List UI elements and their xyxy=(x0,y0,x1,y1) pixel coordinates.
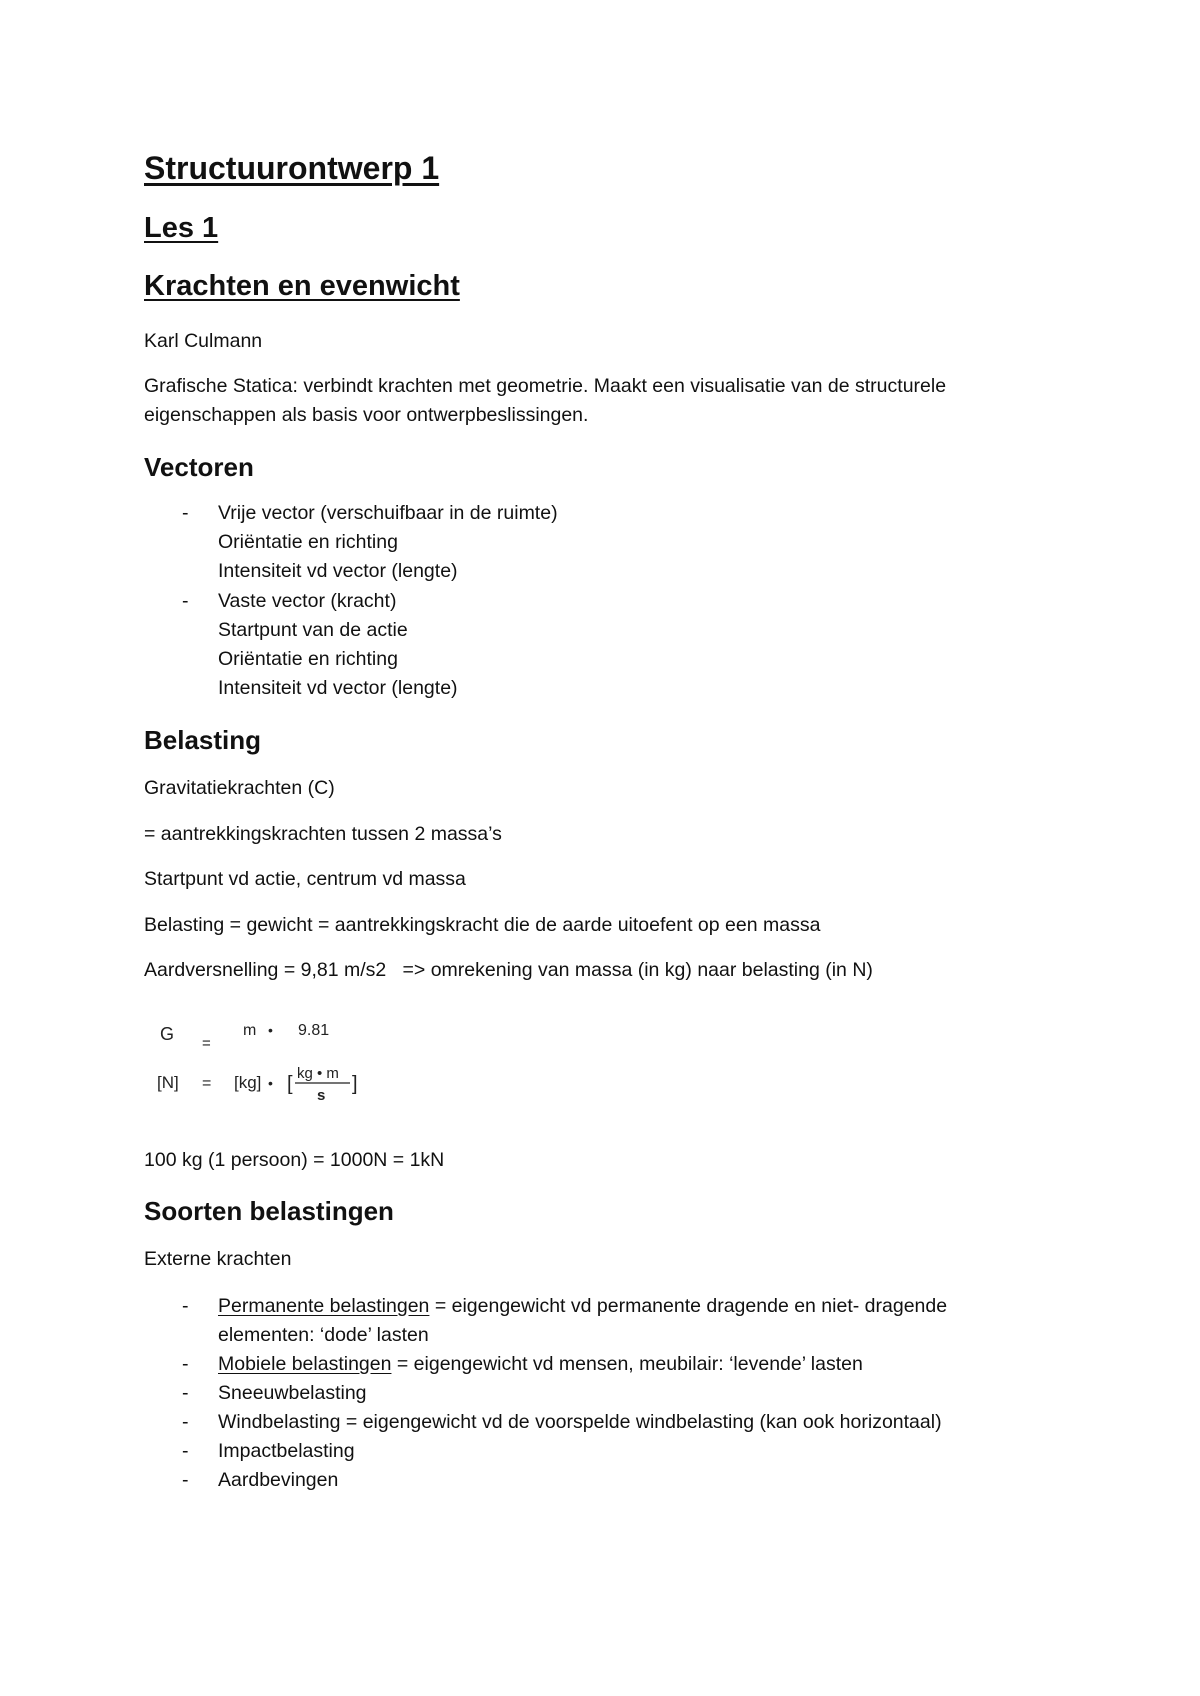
section-heading-belasting: Belasting xyxy=(144,725,262,755)
formula-bracket-open: [ xyxy=(287,1073,293,1095)
list-bullet: - xyxy=(182,590,189,612)
formula-dot-1: • xyxy=(268,1022,273,1038)
formula-unit-n: [N] xyxy=(157,1073,179,1092)
list-item xyxy=(218,1353,863,1376)
subheading-externe: Externe krachten xyxy=(144,1248,292,1270)
chapter-heading: Krachten en evenwicht xyxy=(144,270,460,302)
list-item: Startpunt van de actie xyxy=(218,619,408,641)
list-item: Impactbelasting xyxy=(218,1440,355,1462)
formula-bracket-close: ] xyxy=(352,1073,358,1095)
formula-equals-2: = xyxy=(202,1075,212,1092)
list-bullet: - xyxy=(182,1440,189,1462)
list-bullet: - xyxy=(182,502,189,524)
formula-g: G xyxy=(160,1024,175,1044)
list-bullet: - xyxy=(182,1382,189,1404)
list-item-text: = eigengewicht vd mensen, meubilair: ‘levende’ lasten xyxy=(391,1353,863,1375)
formula-denominator: s xyxy=(317,1087,326,1104)
list-item-text: = eigengewicht vd permanente dragende en niet- dragende xyxy=(429,1295,948,1317)
paragraph: Startpunt vd actie, centrum vd massa xyxy=(144,868,466,890)
list-bullet: - xyxy=(182,1469,189,1491)
list-item-term: Permanente belastingen xyxy=(218,1295,430,1317)
list-item: Sneeuwbelasting xyxy=(218,1382,367,1404)
list-item-term: Mobiele belastingen xyxy=(218,1353,392,1375)
list-bullet: - xyxy=(182,1411,189,1433)
formula-unit-kg: [kg] xyxy=(234,1073,262,1092)
formula-m: m xyxy=(243,1022,257,1039)
list-item: Windbelasting = eigengewicht vd de voorspelde windbelasting (kan ook horizontaal) xyxy=(218,1411,942,1433)
intro-line-2: eigenschappen als basis voor ontwerpbeslissingen. xyxy=(144,404,589,426)
intro-line-1: Grafische Statica: verbindt krachten met geometrie. Maakt een visualisatie van de structurele xyxy=(144,375,947,397)
lesson-heading: Les 1 xyxy=(144,212,219,244)
formula-image xyxy=(150,1010,410,1110)
example-line: 100 kg (1 persoon) = 1000N = 1kN xyxy=(144,1149,445,1171)
paragraph: Gravitatiekrachten (C) xyxy=(144,777,335,799)
list-item: Vaste vector (kracht) xyxy=(218,590,397,612)
list-item: Intensiteit vd vector (lengte) xyxy=(218,677,458,699)
list-item-text: elementen: ‘dode’ lasten xyxy=(218,1324,429,1346)
paragraph: = aantrekkingskrachten tussen 2 massa’s xyxy=(144,823,502,845)
list-item: Oriëntatie en richting xyxy=(218,531,398,553)
formula-dot-2: • xyxy=(268,1075,273,1091)
list-item: Intensiteit vd vector (lengte) xyxy=(218,560,458,582)
paragraph: Aardversnelling = 9,81 m/s2 => omrekening van massa (in kg) naar belasting (in N) xyxy=(144,959,873,981)
author-line: Karl Culmann xyxy=(144,330,263,352)
list-bullet: - xyxy=(182,1295,189,1317)
list-item xyxy=(218,1295,947,1318)
section-heading-vectoren: Vectoren xyxy=(144,452,254,482)
formula-value: 9.81 xyxy=(298,1022,330,1039)
list-item: Vrije vector (verschuifbaar in de ruimte) xyxy=(218,502,558,524)
list-item: Aardbevingen xyxy=(218,1469,339,1491)
list-bullet: - xyxy=(182,1353,189,1375)
section-heading-soorten: Soorten belastingen xyxy=(144,1196,394,1226)
formula-svg xyxy=(150,1010,410,1110)
formula-equals-1: = xyxy=(202,1035,211,1052)
list-item xyxy=(218,1324,429,1347)
list-item: Oriëntatie en richting xyxy=(218,648,398,670)
paragraph: Belasting = gewicht = aantrekkingskracht die de aarde uitoefent op een massa xyxy=(144,914,821,936)
document-title: Structuurontwerp 1 xyxy=(144,150,440,186)
formula-numerator: kg • m xyxy=(297,1065,339,1082)
